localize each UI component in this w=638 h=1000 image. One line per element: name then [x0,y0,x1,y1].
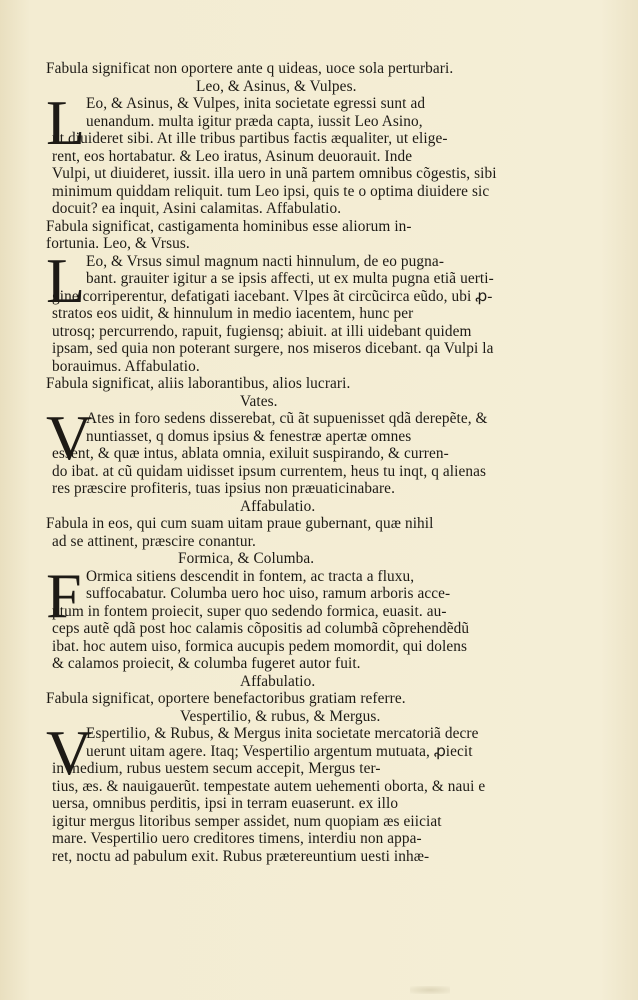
text-line: ceps autẽ qdã post hoc calamis cõpositis ad columbã cõprehendẽdũ [52,620,470,637]
text-line: rent, eos hortabatur. & Leo iratus, Asinum deuorauit. Inde [52,147,413,165]
text-line: essent, & quæ intus, ablata omnia, exiluit suspirando, & curren- [52,445,449,462]
text-line: ut diuideret sibi. At ille tribus partibus factis æqualiter, ut elige- [52,130,448,147]
text-line: igitur mergus litoribus semper assidet, num quopiam æs eiiciat [52,812,442,830]
text-line: gine corriperentur, defatigati iacebant. Vlpes ãt circũcirca eũdo, ubi ꝓ- [52,287,493,305]
text-line: ipsam, sed quia non poterant surgere, nos miseros dicebant. qa Vulpi la [52,340,494,357]
text-line: uerunt uitam agere. Itaq; Vespertilio argentum mutuata, ꝓiecit [86,742,473,760]
text-line: minimum quiddam reliquit. tum Leo ipsi, quis te o optima diuidere sic [52,182,490,200]
text-line: stratos eos uidit, & hinnulum in medio iacentem, hunc per [52,305,414,322]
text-line: res præscire profiteris, tuas ipsius non præuaticinabare. [52,480,395,497]
text-line: ibat. hoc autem uiso, formica aucupis pedem momordit, qui dolens [52,637,468,655]
affabulatio-heading: Affabulatio. [240,672,316,690]
page-smudge [410,986,450,994]
text-line: uenandum. multa igitur præda capta, iussit Leo Asino, [86,112,423,130]
moral-line: Fabula significat, castigamenta hominibus esse aliorum in- [46,217,412,235]
text-line: ret, noctu ad pabulum exit. Rubus prætereuntium uesti inhæ- [52,847,430,865]
text-line: Vulpi, ut diuideret, iussit. illa uero in unã partem omnibus cõgestis, sibi [52,165,497,182]
moral-line: Fabula in eos, qui cum suam uitam praue gubernant, quæ nihil [46,515,434,532]
text-line: utrosq; percurrendo, rapuit, fugiensq; abiuit. at illi uidebant quidem [52,322,472,340]
drop-capital: F [46,559,82,631]
text-line: do ibat. at cũ quidam uidisset ipsum currentem, heus tu inqt, q alienas [52,462,487,480]
text-line: Eo, & Vrsus simul magnum nacti hinnulum, de eo pugna- [86,252,445,270]
drop-capital: V [46,402,93,473]
fable-title-formica-columba: Formica, & Columba. [178,550,315,567]
fable-title-vespertilio: Vespertilio, & rubus, & Mergus. [180,707,381,725]
text-line: Ates in foro sedens disserebat, cũ ãt supuenisset qdã derepẽte, & [86,410,488,427]
fable-leo-vrsus [46,244,526,393]
moral-line: ad se attinent, præscire conantur. [52,532,256,550]
moral-line: Fabula significat, aliis laborantibus, alios lucrari. [46,375,351,392]
moral-line: Fabula significat, oportere benefactoribus gratiam referre. [46,690,406,707]
drop-capital: V [46,717,93,788]
drop-capital: L [46,87,86,158]
moral-line: Fabula significat non oportere ante q uideas, uoce sola perturbari. [46,60,454,77]
text-line: Espertilio, & Rubus, & Mergus inita societate mercatoriã decre [86,725,479,742]
fable-title-leo-asinus-vulpes: Leo, & Asinus, & Vulpes. [196,77,357,95]
text-line: borauimus. Affabulatio. [52,357,200,375]
text-line: docuit? ea inquit, Asini calamitas. Affabulatio. [52,200,342,217]
text-line: Ormica sitiens descendit in fontem, ac tracta a fluxu, [86,567,415,585]
fable-formica-columba [46,559,526,708]
text-line: tius, æs. & nauigauerũt. tempestate autem uehementi oborta, & naui e [52,777,486,795]
text-line: Eo, & Asinus, & Vulpes, inita societate egressi sunt ad [86,95,426,112]
text-line: suffocabatur. Columba uero hoc uiso, ramum arboris acce- [86,585,451,602]
fable-leo-asinus-vulpes [46,87,526,253]
drop-capital: L [46,244,86,316]
page-text-block [46,60,526,865]
text-line: uersa, omnibus perditis, ipsi in terram euaserunt. ex illo [52,795,399,812]
fable-vates [46,402,526,550]
text-line: in medium, rubus uestem secum accepit, Mergus ter- [52,760,381,777]
affabulatio-heading: Affabulatio. [240,497,316,515]
text-line: & calamos proiecit, & columba fugeret autor fuit. [52,655,361,672]
fable-title-vates: Vates. [240,392,278,410]
text-line: nuntiasset, q domus ipsius & fenestræ apertæ omnes [86,427,412,445]
fable-vespertilio-rubus-mergus [46,717,526,865]
text-line: mare. Vespertilio uero creditores timens, interdiu non appa- [52,830,422,847]
text-line: ptum in fontem proiecit, super quo sedendo formica, euasit. au- [52,602,447,620]
moral-line: fortunia. Leo, & Vrsus. [46,235,190,252]
text-line: bant. grauiter igitur a se ipsis affecti, ut ex multa pugna etiã uerti- [86,270,494,287]
